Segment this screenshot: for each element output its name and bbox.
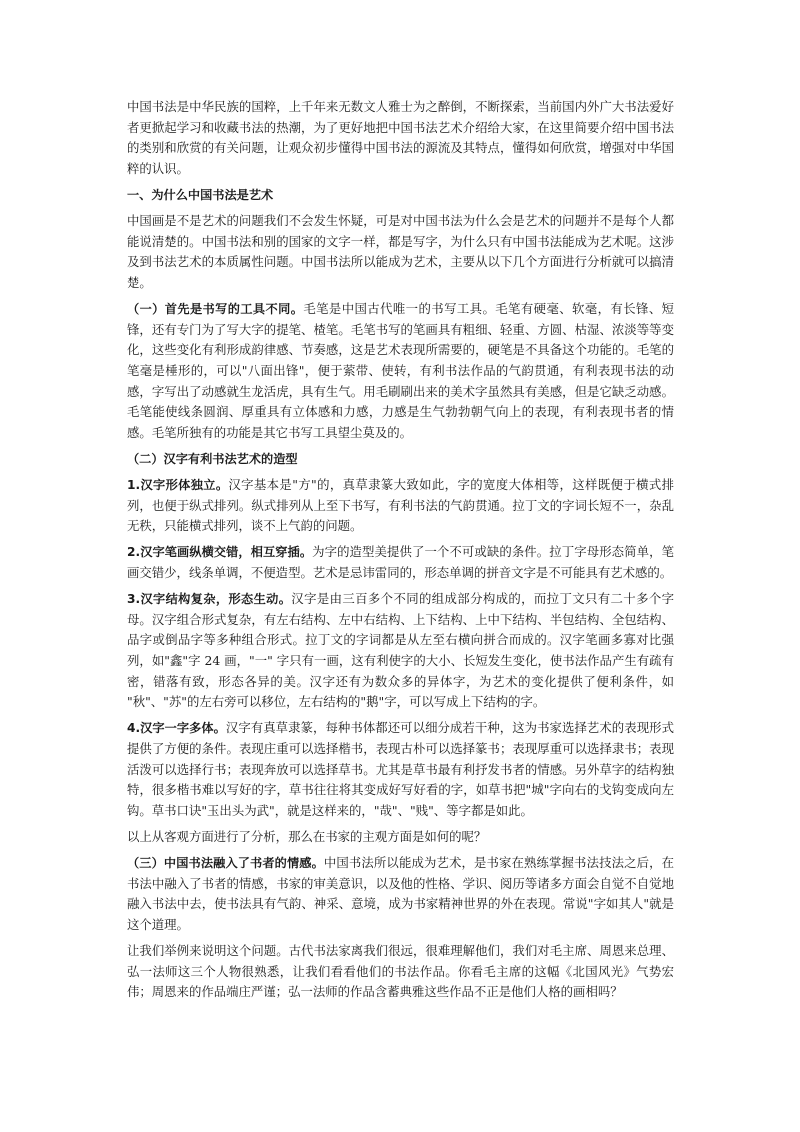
document-page — [127, 97, 674, 1008]
item-body: 汉字有真草隶篆，每种书体都还可以细分成若干种，这为书家选择艺术的表现形式提供了方便的条件。表现庄重可以选择楷书，表现古朴可以选择篆书；表现厚重可以选择隶书；表现活泼可以选择行书；表现奔放可以选择草书。尤其是草书最有利抒发书者的情感。另外草字的结构独特，很多楷书难以写好的字，草书往往将其变成好写好看的字，如草书把"城"字向右的戈钩变成向左钩。草书口诀"玉出头为武"，就是这样来的，"哉"、"贱"、等字都是如此。 — [127, 720, 674, 818]
point-lead-tools: （一）首先是书写的工具不同。 — [127, 302, 304, 317]
section-heading-why-art: 一、为什么中国书法是艺术 — [127, 187, 274, 202]
closing-paragraph: 让我们举例来说明这个问题。古代书法家离我们很远，很难理解他们，我们对毛主席、周恩来总理、弘一法师这三个人物很熟悉，让我们看看他们的书法作品。你看毛主席的这幅《北国风光》气势宏伟；周恩来的作品端庄严谨；弘一法师的作品含蓄典雅这些作品不正是他们人格的画相吗？ — [127, 943, 674, 1000]
point-lead-emotion: （三）中国书法融入了书者的情感。 — [127, 856, 324, 871]
point-paragraph-emotion — [127, 853, 674, 935]
list-item-form-independent — [127, 475, 674, 537]
point-paragraph-tools — [127, 299, 674, 443]
list-item-complex-structure — [127, 589, 674, 713]
point-body-tools: 毛笔是中国古代唯一的书写工具。毛笔有硬毫、软毫，有长锋、短锋，还有专门为了写大字的提笔、楂笔。毛笔书写的笔画具有粗细、轻重、方圆、枯湿、浓淡等等变化，这些变化有利形成韵律感、节奏感，这是艺术表现所需要的，硬笔是不具备这个功能的。毛笔的笔毫是棰形的，可以"八面出锋"，便于萦带、使转，有利书法作品的气韵贯通，有利表现书法的动感，字写出了动感就生龙活虎，具有生气。用毛刷刷出来的美术字虽然具有美感，但是它缺乏动感。毛笔能使线条圆润、厚重具有立体感和力感，力感是生气勃勃朝气向上的表现，有利表现书者的情感。毛笔所独有的功能是其它书写工具望尘莫及的。 — [127, 301, 675, 440]
section-paragraph-why-art: 中国画是不是艺术的问题我们不会发生怀疑，可是对中国书法为什么会是艺术的问题并不是每个人都能说清楚的。中国书法和别的国家的文字一样，都是写字，为什么只有中国书法能成为艺术呢。这涉及到书法艺术的本质属性问题。中国书法所以能成为艺术，主要从以下几个方面进行分析就可以搞清楚。 — [127, 213, 674, 290]
item-body: 汉字是由三百多个不同的组成部分构成的，而拉丁文只有二十多个字母。汉字组合形式复杂，有左右结构、左中右结构、上下结构、上中下结构、半包结构、全包结构、品字或倒品字等多种组合形式。拉丁文的字词都是从左至右横向拼合而成的。汉字笔画多寡对比强列，如"鑫"字 24 画，"一" 字只有一画，这有利使字的大小、长短发生变化，使书法作品产生有疏有密，错落有致，形态各异的美。汉字还有为数众多的异体字，为艺术的变化提供了便利条件，如 "秋"、"苏"的左右旁可以移位，左右结构的"鹅"字，可以写成上下结构的字。 — [127, 591, 674, 710]
transition-paragraph: 以上从客观方面进行了分析，那么在书家的主观方面是如何的呢？ — [127, 828, 487, 844]
list-item-strokes-crossing — [127, 542, 674, 583]
item-lead: 4.汉字一字多体。 — [127, 721, 226, 736]
item-lead: 1.汉字形体独立。 — [127, 478, 229, 493]
item-lead: 3.汉字结构复杂，形态生动。 — [127, 592, 292, 607]
item-lead: 2.汉字笔画纵横交错，相互穿插。 — [127, 545, 313, 560]
point-body-emotion: 中国书法所以能成为艺术，是书家在熟练掌握书法技法之后，在书法中融入了书者的情感，书家的审美意识，以及他的性格、学识、阅历等诸多方面会自觉不自觉地融入书法中去，使书法具有气韵、神采、意境，成为书家精神世界的外在表现。常说"字如其人"就是这个道理。 — [127, 855, 675, 932]
list-item-multiple-styles — [127, 718, 674, 821]
item-body: 汉字基本是"方"的，真草隶篆大致如此，字的宽度大体相等，这样既便于横式排列，也便于纵式排列。纵式排列从上至下书写，有利书法的气韵贯通。拉丁文的字词长短不一，杂乱无秩，只能横式排列，谈不上气韵的问题。 — [127, 477, 674, 534]
section-heading-shape: （二）汉字有利书法艺术的造型 — [127, 451, 298, 466]
intro-paragraph: 中国书法是中华民族的国粹，上千年来无数文人雅士为之醉倒，不断探索，当前国内外广大书法爱好者更掀起学习和收藏书法的热潮，为了更好地把中国书法艺术介绍给大家，在这里简要介绍中国书法的类别和欣赏的有关问题，让观众初步懂得中国书法的源流及其特点，懂得如何欣赏，增强对中华国粹的认识。 — [127, 99, 674, 176]
item-body: 为字的造型美提供了一个不可或缺的条件。拉丁字母形态简单，笔画交错少，线条单调，不便造型。艺术是忌讳雷同的，形态单调的拼音文字是不可能具有艺术感的。 — [127, 544, 674, 581]
